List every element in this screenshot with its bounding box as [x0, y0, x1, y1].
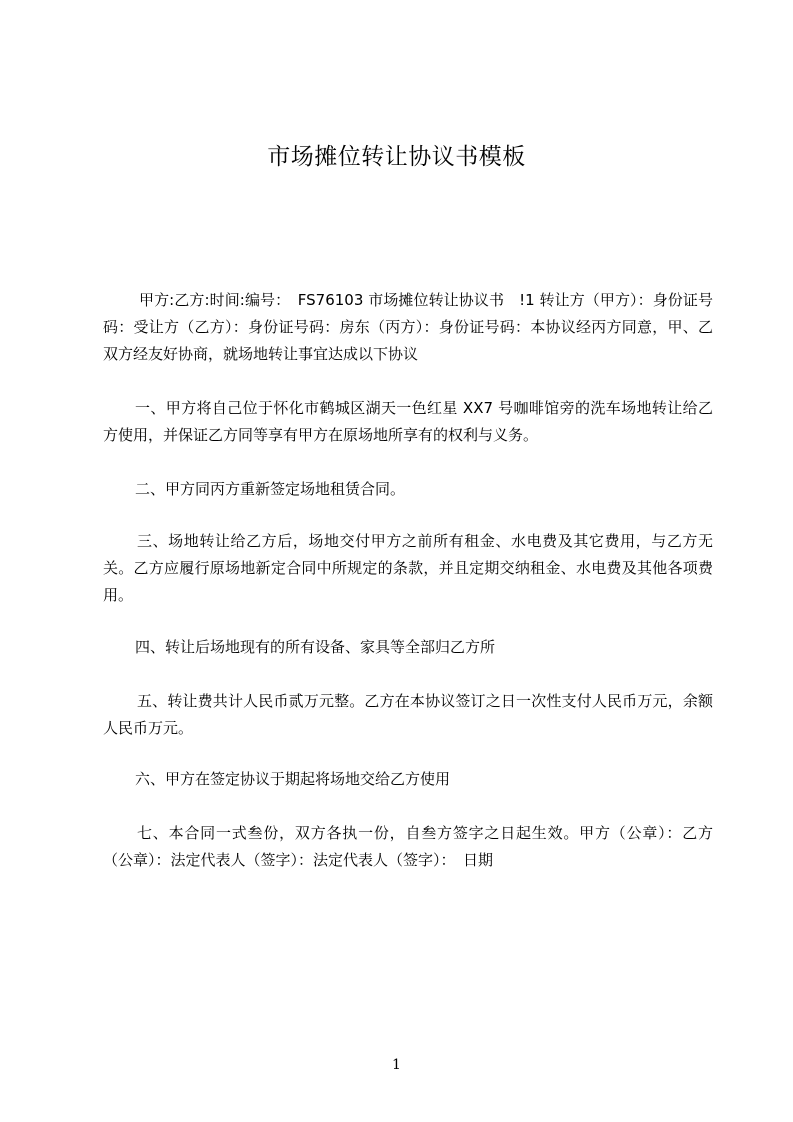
clause-4: 四、转让后场地现有的所有设备、家具等全部归乙方所 [135, 638, 496, 656]
clause-7: 七、本合同一式叁份，双方各执一份，自叁方签字之日起生效。甲方（公章）：乙方（公章）：法定代表人（签字）：法定代表人（签字）： 日期 [103, 824, 713, 869]
clause-2: 二、甲方同丙方重新签定场地租赁合同。 [135, 480, 406, 498]
document-title: 市场摊位转让协议书模板 [267, 144, 526, 170]
clause-1: 一、甲方将自己位于怀化市鹤城区湖天一色红星 XX7 号咖啡馆旁的洗车场地转让给乙方使用，并保证乙方同等享有甲方在原场地所享有的权利与义务。 [103, 399, 713, 444]
page-number: 1 [392, 1057, 401, 1073]
clause-5: 五、转让费共计人民币贰万元整。乙方在本协议签订之日一次性支付人民币万元，余额人民币万元。 [103, 692, 713, 737]
clause-6: 六、甲方在签定协议于期起将场地交给乙方使用 [135, 770, 451, 788]
clause-3: 三、场地转让给乙方后，场地交付甲方之前所有租金、水电费及其它费用，与乙方无关。乙方应履行原场地新定合同中所规定的条款，并且定期交纳租金、水电费及其他各项费用。 [103, 532, 713, 604]
intro-paragraph: 甲方:乙方:时间:编号： FS76103 市场摊位转让协议书 !1 转让方（甲方）：身份证号码：受让方（乙方）：身份证号码：房东（丙方）：身份证号码：本协议经丙方同意，甲、乙双方经友好协商，就场地转让事宜达成以下协议 [103, 291, 713, 363]
